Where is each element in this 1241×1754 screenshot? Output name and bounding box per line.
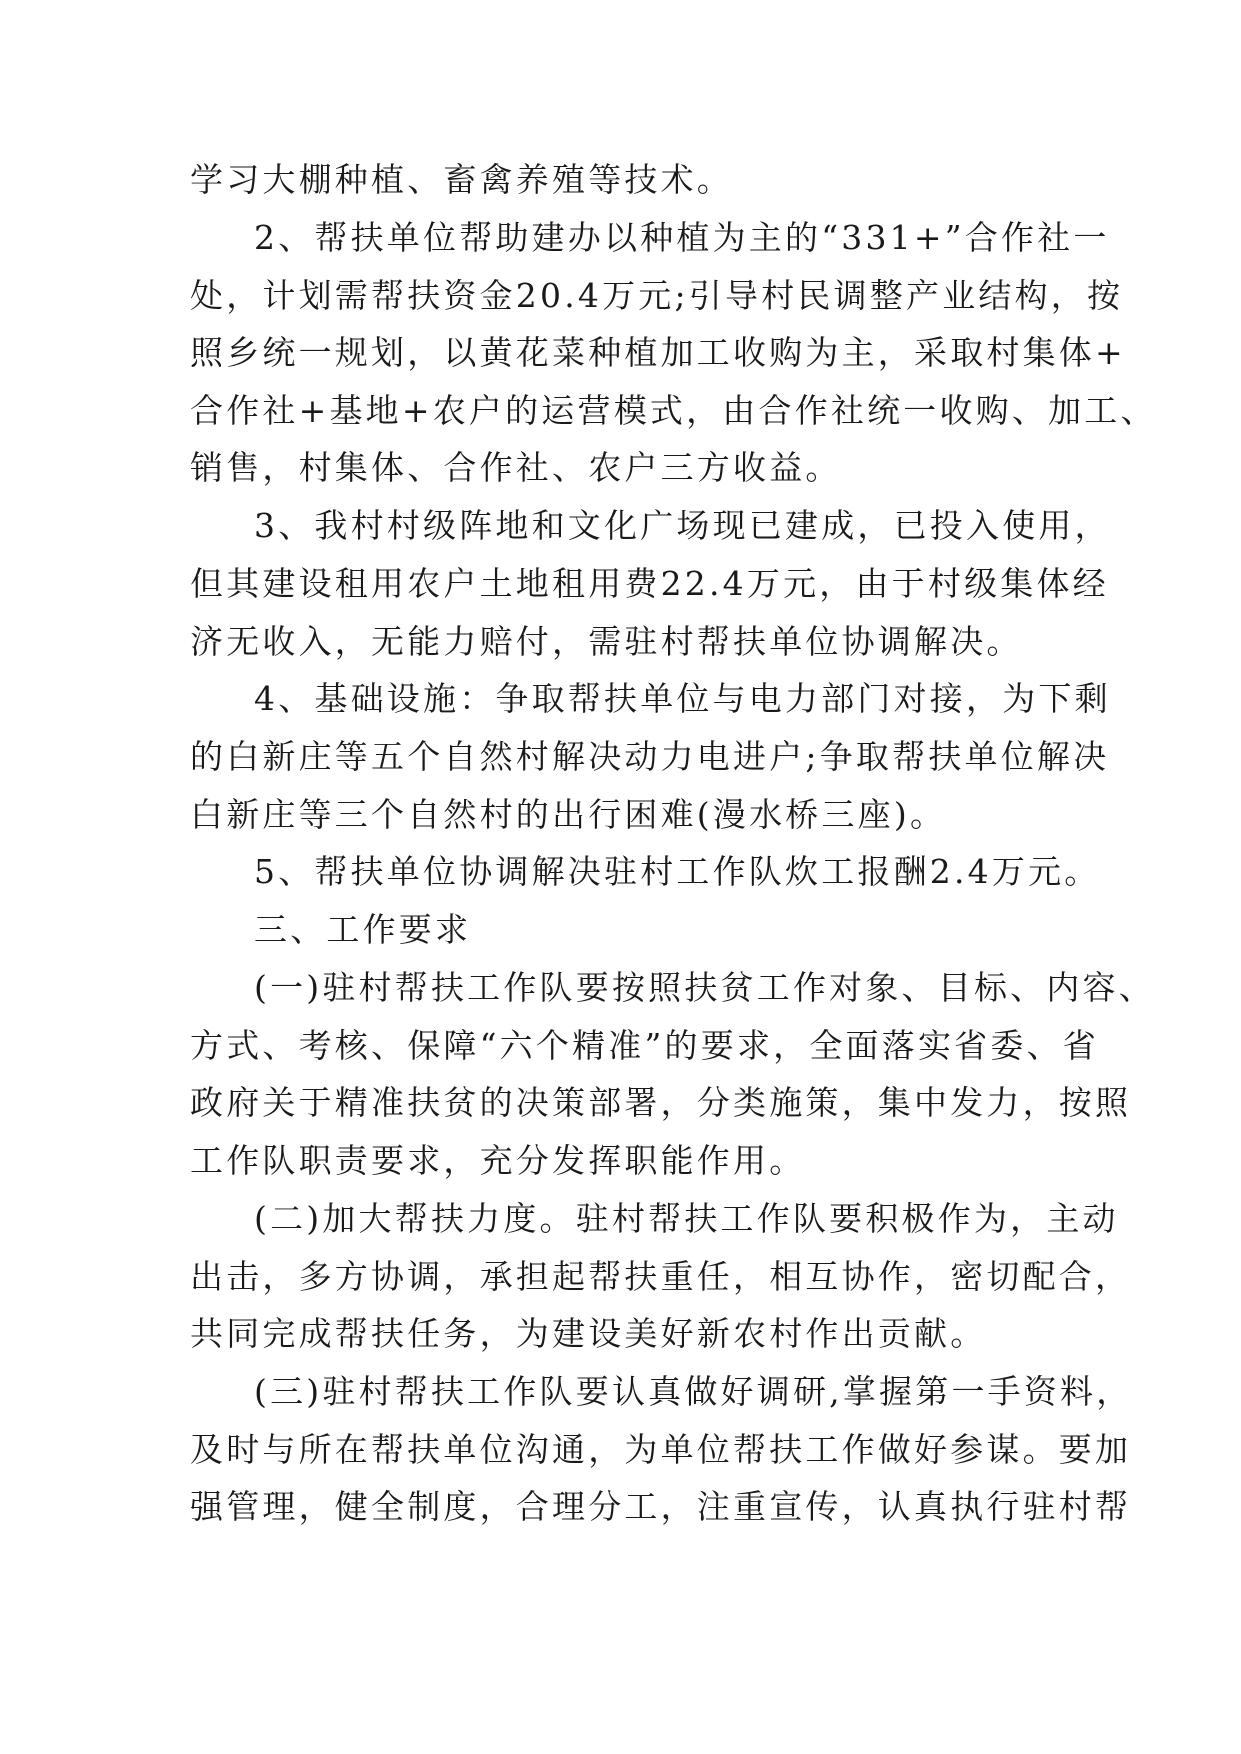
text-line-24: 强管理，健全制度，合理分工，注重宣传，认真执行驻村帮 [190, 1487, 1132, 1526]
text-line-23: 及时与所在帮扶单位沟通，为单位帮扶工作做好参谋。要加 [190, 1430, 1132, 1469]
text-line-4: 照乡统一规划，以黄花菜种植加工收购为主，采取村集体+ [190, 333, 1126, 372]
text-line-15: (一)驻村帮扶工作队要按照扶贫工作对象、目标、内容、 [254, 968, 1155, 1007]
text-line-11: 的白新庄等五个自然村解决动力电进户;争取帮扶单位解决 [190, 737, 1110, 776]
text-line-13: 5、帮扶单位协调解决驻村工作队炊工报酬2.4万元。 [254, 852, 1101, 891]
text-line-20: 出击，多方协调，承担起帮扶重任，相互协作，密切配合， [190, 1257, 1132, 1296]
text-line-2: 2、帮扶单位帮助建办以种植为主的“331+”合作社一 [254, 218, 1110, 257]
text-line-7: 3、我村村级阵地和文化广场现已建成，已投入使用， [254, 506, 1111, 545]
text-line-1: 学习大棚种植、畜禽养殖等技术。 [190, 160, 733, 199]
text-line-19: (二)加大帮扶力度。驻村帮扶工作队要积极作为，主动 [254, 1199, 1119, 1238]
text-line-17: 政府关于精准扶贫的决策部署，分类施策，集中发力，按照 [190, 1083, 1132, 1122]
text-line-6: 销售，村集体、合作社、农户三方收益。 [190, 448, 842, 487]
text-line-22: (三)驻村帮扶工作队要认真做好调研,掌握第一手资料， [254, 1372, 1133, 1411]
section-heading: 三、工作要求 [254, 910, 472, 949]
text-line-16: 方式、考核、保障“六个精准”的要求，全面落实省委、省 [190, 1026, 1099, 1065]
text-line-9: 济无收入，无能力赔付，需驻村帮扶单位协调解决。 [190, 622, 1023, 661]
text-line-3: 处，计划需帮扶资金20.4万元;引导村民调整产业结构，按 [190, 276, 1124, 315]
text-line-12: 白新庄等三个自然村的出行困难(漫水桥三座)。 [190, 795, 947, 834]
text-line-5: 合作社+基地+农户的运营模式，由合作社统一收购、加工、 [190, 391, 1157, 430]
text-line-10: 4、基础设施：争取帮扶单位与电力部门对接，为下剩 [254, 679, 1111, 718]
text-line-21: 共同完成帮扶任务，为建设美好新农村作出贡献。 [190, 1314, 987, 1353]
text-line-18: 工作队职责要求，充分发挥职能作用。 [190, 1141, 806, 1180]
text-line-8: 但其建设租用农户土地租用费22.4万元，由于村级集体经 [190, 564, 1109, 603]
